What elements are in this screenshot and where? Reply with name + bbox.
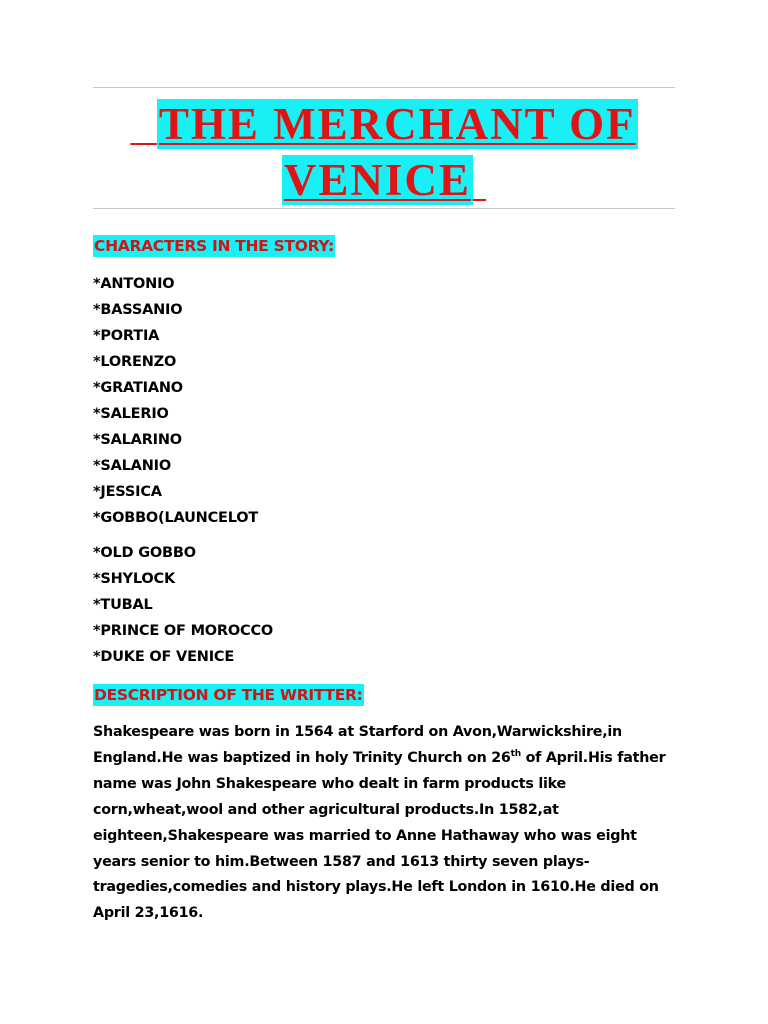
- top-divider: [93, 87, 675, 88]
- writer-heading: DESCRIPTION OF THE WRITTER:: [94, 686, 363, 704]
- characters-heading: CHARACTERS IN THE STORY:: [94, 237, 334, 255]
- writer-text-part-2: of April.His father name was John Shakespeare who dealt in farm products like corn,wheat,wool and other agricultural products.In 1582,at eighteen,Shakespeare was married to Anne Hathaway who was eight years senior to him.Between 1587 and 1613 thirty seven plays-tragedies,comedies and history plays.He left London in 1610.He died on April 23,1616.: [93, 749, 666, 922]
- character-item: *GRATIANO: [93, 380, 183, 396]
- character-item: *TUBAL: [93, 597, 153, 613]
- writer-description: [93, 720, 683, 927]
- title-bottom-divider: [93, 208, 675, 209]
- character-item: *SALERIO: [93, 406, 169, 422]
- page-title: [93, 96, 675, 208]
- ordinal-superscript: th: [510, 748, 521, 759]
- character-item: *JESSICA: [93, 484, 162, 500]
- character-item: *ANTONIO: [93, 276, 175, 292]
- character-item: *SHYLOCK: [93, 571, 175, 587]
- character-item: *PORTIA: [93, 328, 160, 344]
- character-item: *BASSANIO: [93, 302, 183, 318]
- character-item: *DUKE OF VENICE: [93, 649, 235, 665]
- title-line-2: VENICE: [283, 155, 471, 205]
- writer-text-part-1: Shakespeare was born in 1564 at Starford on Avon,Warwickshire,in England.He was baptized in holy Trinity Church on 26: [93, 724, 622, 766]
- character-item: *SALARINO: [93, 432, 182, 448]
- title-line-1: THE MERCHANT OF: [158, 99, 636, 149]
- character-item: *SALANIO: [93, 458, 171, 474]
- character-item: *GOBBO(LAUNCELOT: [93, 510, 259, 526]
- character-item: *OLD GOBBO: [93, 545, 196, 561]
- characters-list-secondary: [93, 542, 273, 672]
- character-item: *PRINCE OF MOROCCO: [93, 623, 274, 639]
- character-item: *LORENZO: [93, 354, 177, 370]
- characters-list-main: [93, 273, 258, 533]
